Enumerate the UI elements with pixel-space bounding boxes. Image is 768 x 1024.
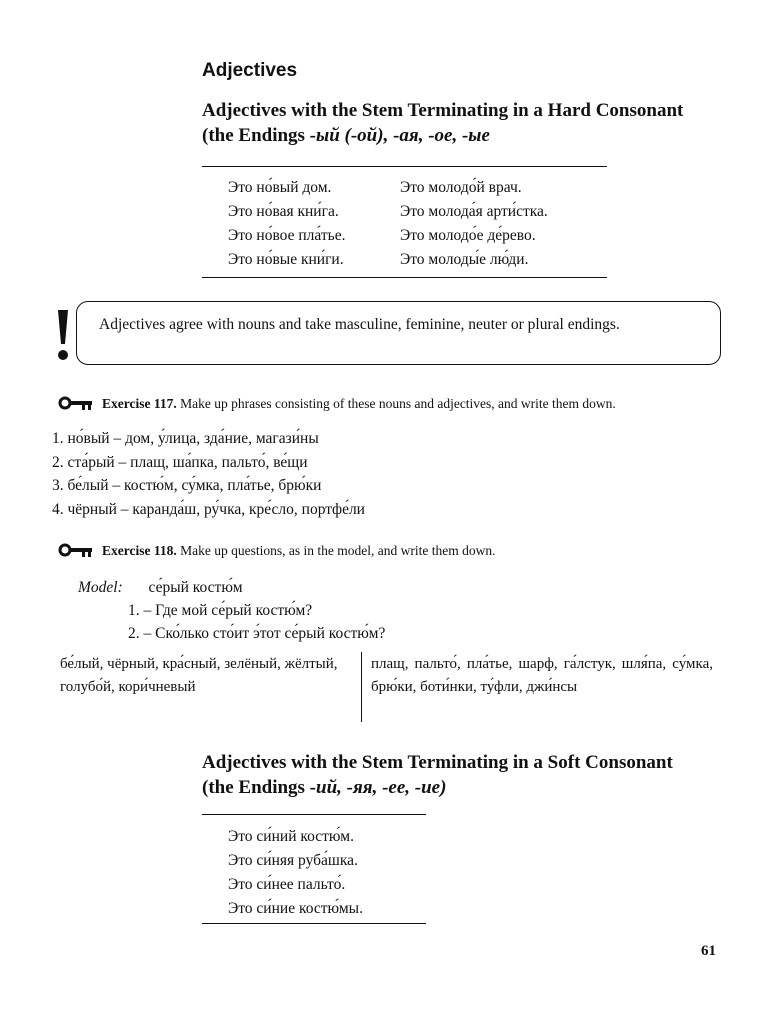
model-row bbox=[78, 576, 243, 599]
soft-bottom-rule bbox=[202, 923, 426, 924]
exercise-117-list bbox=[52, 427, 365, 521]
soft-stem-heading-line1: Adjectives with the Stem Terminating in a Soft Consonant bbox=[202, 752, 673, 773]
exercise-117-line bbox=[102, 396, 616, 412]
hard-stem-heading bbox=[202, 98, 742, 148]
exercise-118-label: Exercise 118. bbox=[102, 543, 177, 558]
nouns-column: плащ, пальто́, пла́тье, шарф, га́лстук, шля́па, су́мка, брю́ки, боти́нки, ту́фли, джи́нсы bbox=[371, 656, 713, 695]
hard-stem-heading-line2: (the Endings -ый (-ой), -ая, -ое, -ые bbox=[202, 125, 490, 146]
hard-examples-left bbox=[228, 176, 345, 272]
soft-examples bbox=[228, 825, 363, 921]
model-phrase: се́рый костю́м bbox=[148, 579, 243, 596]
example-line: Это си́ний костю́м. bbox=[228, 828, 354, 845]
hard-stem-heading-line1: Adjectives with the Stem Terminating in a Hard Consonant bbox=[202, 100, 684, 121]
exercise-117-label: Exercise 117. bbox=[102, 396, 177, 411]
adjectives-column: бе́лый, чёрный, кра́сный, зелёный, жёлтый, голубо́й, кори́чневый bbox=[60, 656, 338, 695]
hard-examples-right bbox=[400, 176, 548, 272]
example-line: Это си́няя руба́шка. bbox=[228, 852, 358, 869]
model-question-1: 1. – Где мой се́рый костю́м? bbox=[128, 602, 313, 619]
example-line: Это молодо́е де́рево. bbox=[400, 227, 536, 244]
note-text: Adjectives agree with nouns and take masculine, feminine, neuter or plural endings. bbox=[99, 316, 620, 333]
top-rule bbox=[202, 166, 607, 167]
list-item: 3. бе́лый – костю́м, су́мка, пла́тье, брю́ки bbox=[52, 477, 322, 494]
example-line: Это молодо́й врач. bbox=[400, 179, 522, 196]
exercise-117-instruction: Make up phrases consisting of these nouns and adjectives, and write them down. bbox=[176, 396, 616, 411]
key-icon bbox=[58, 396, 94, 410]
example-line: Это си́ние костю́мы. bbox=[228, 900, 363, 917]
soft-top-rule bbox=[202, 814, 426, 815]
example-line: Это но́вый дом. bbox=[228, 179, 332, 196]
example-line: Это но́вое пла́тье. bbox=[228, 227, 346, 244]
example-line: Это молоды́е лю́ди. bbox=[400, 251, 529, 268]
exercise-118-instruction: Make up questions, as in the model, and write them down. bbox=[176, 543, 496, 558]
soft-stem-heading-line2: (the Endings -ий, -яя, -ее, -ие) bbox=[202, 777, 447, 798]
note-box bbox=[76, 301, 721, 365]
key-icon bbox=[58, 543, 94, 557]
example-line: Это молода́я арти́стка. bbox=[400, 203, 548, 220]
soft-stem-endings: -ий, -яя, -ее, -ие) bbox=[309, 777, 447, 798]
model-label: Model: bbox=[78, 579, 123, 596]
section-title: Adjectives bbox=[202, 60, 298, 81]
example-line: Это но́вые кни́ги. bbox=[228, 251, 344, 268]
exclamation-icon bbox=[56, 310, 70, 362]
bottom-rule bbox=[202, 277, 607, 278]
page-number: 61 bbox=[701, 943, 716, 959]
soft-stem-heading bbox=[202, 750, 742, 800]
exercise-118-line bbox=[102, 543, 495, 559]
example-line: Это си́нее пальто́. bbox=[228, 876, 346, 893]
model-question-2: 2. – Ско́лько сто́ит э́тот се́рый костю́м? bbox=[128, 625, 386, 642]
hard-stem-endings: -ый (-ой), -ая, -ое, -ые bbox=[309, 125, 490, 146]
column-divider bbox=[361, 652, 362, 722]
list-item: 1. но́вый – дом, у́лица, зда́ние, магази́ны bbox=[52, 430, 319, 447]
example-line: Это но́вая кни́га. bbox=[228, 203, 339, 220]
list-item: 2. ста́рый – плащ, ша́пка, пальто́, ве́щи bbox=[52, 453, 308, 471]
list-item: 4. чёрный – каранда́ш, ру́чка, кре́сло, портфе́ли bbox=[52, 500, 365, 518]
